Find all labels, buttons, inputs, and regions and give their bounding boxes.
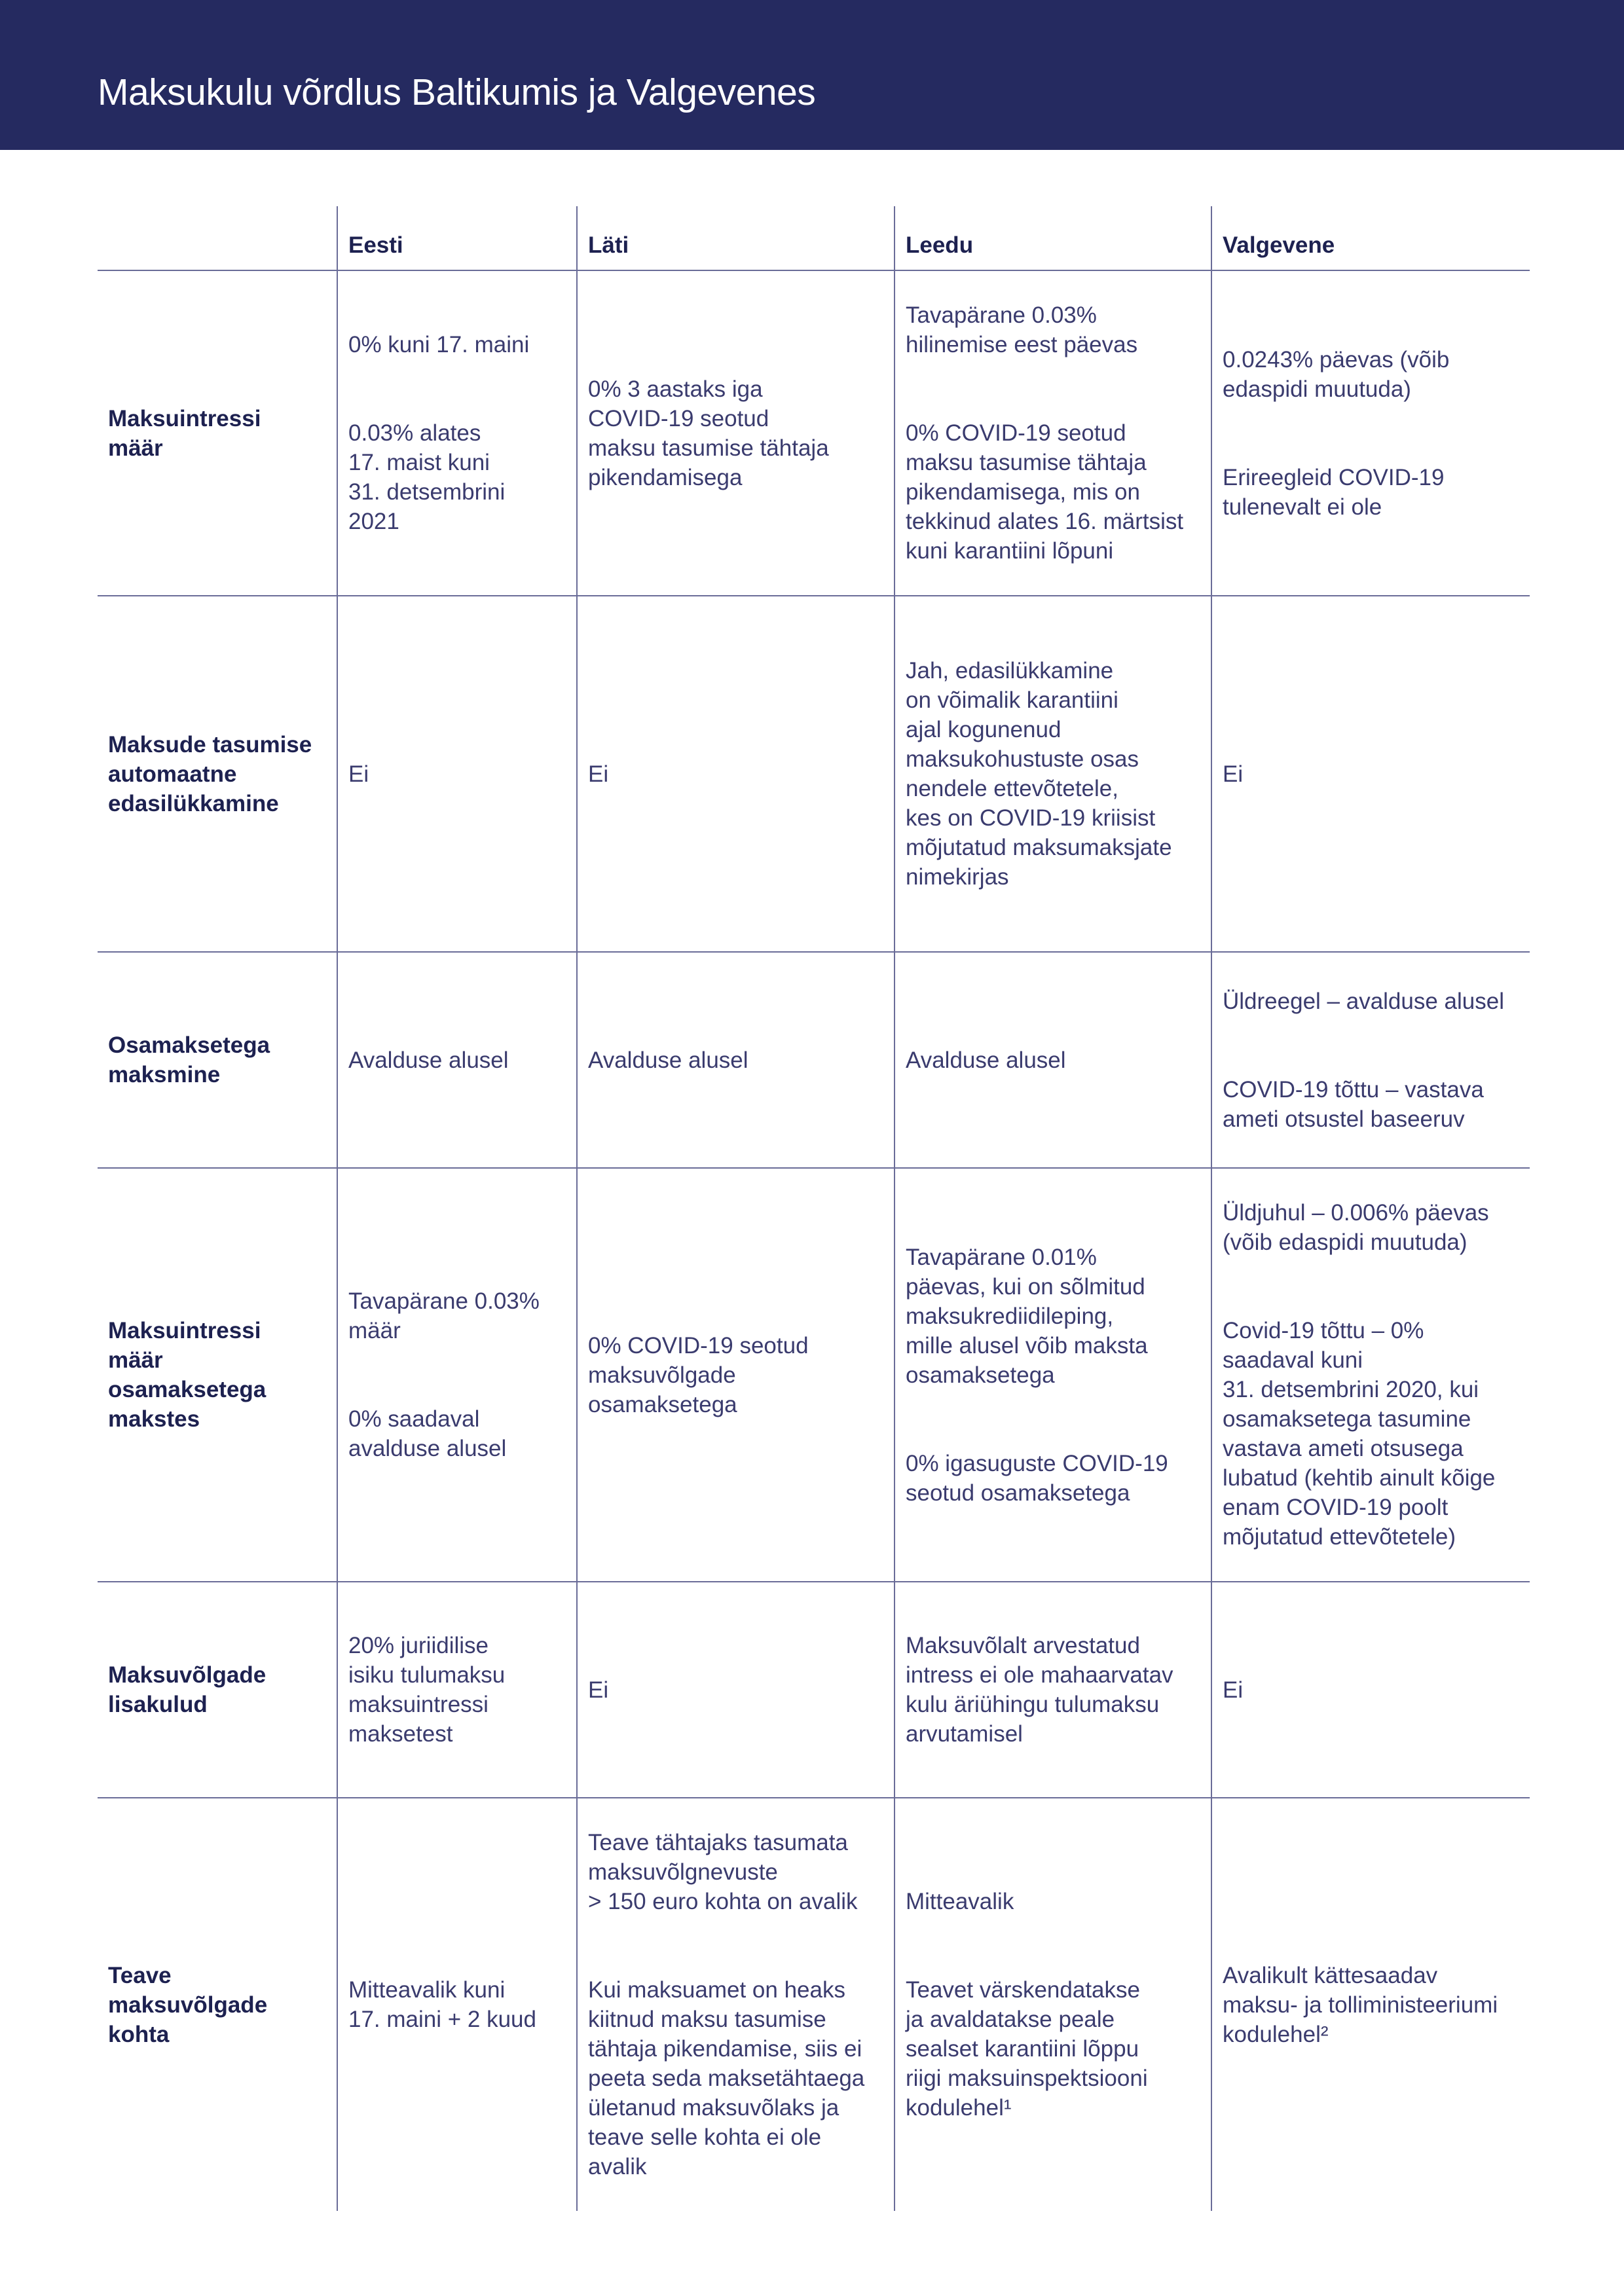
column-header-empty <box>98 206 337 270</box>
cell-paragraph: Tavapärane 0.03% hilinemise eest päevas <box>906 302 1138 357</box>
table-cell <box>895 596 1211 952</box>
cell-paragraph: Üldreegel – avalduse alusel <box>1223 988 1504 1014</box>
table-cell <box>1211 270 1530 596</box>
table-cell <box>577 270 895 596</box>
cell-paragraph: Mitteavalik kuni 17. maini + 2 kuud <box>348 1977 536 2032</box>
cell-paragraph: 0.03% alates 17. maist kuni 31. detsembrini 2021 <box>348 420 506 534</box>
cell-paragraph: Covid-19 tõttu – 0% saadaval kuni 31. detsembrini 2020, kui osamaksetega tasumine vastava ameti otsusega lubatud (kehtib ainult kõige enam COVID-19 poolt mõjutatud ettevõtetele) <box>1223 1318 1496 1550</box>
table-cell <box>577 1168 895 1582</box>
table-cell <box>337 596 577 952</box>
cell-paragraph: Kui maksuamet on heaks kiitnud maksu tasumise tähtaja pikendamise, siis ei peeta seda maksetähtaega ületanud maksuvõlaks ja teave selle kohta ei ole avalik <box>588 1977 865 2179</box>
cell-paragraph: 0% COVID-19 seotud maksuvõlgade osamaksetega <box>588 1332 809 1417</box>
table-row <box>98 1798 1530 2211</box>
cell-paragraph: 0% saadaval avalduse alusel <box>348 1406 507 1461</box>
table-cell <box>1211 1168 1530 1582</box>
cell-paragraph: Avalduse alusel <box>906 1047 1066 1073</box>
cell-paragraph: 0% igasuguste COVID-19 seotud osamaksetega <box>906 1450 1168 1506</box>
column-header-eesti: Eesti <box>337 206 577 270</box>
cell-paragraph: Avalikult kättesaadav maksu- ja tolliministeeriumi kodulehel² <box>1223 1962 1498 2047</box>
table-cell <box>577 596 895 952</box>
page-header <box>0 0 1624 150</box>
table-row <box>98 952 1530 1168</box>
table-cell <box>337 952 577 1168</box>
column-header-valgevene: Valgevene <box>1211 206 1530 270</box>
row-label: Maksuvõlgade lisakulud <box>108 1662 267 1717</box>
cell-paragraph: 20% juriidilise isiku tulumaksu maksuintressi maksetest <box>348 1633 506 1747</box>
table-cell <box>895 270 1211 596</box>
cell-paragraph: Ei <box>1223 1677 1244 1703</box>
row-label: Maksude tasumise automaatne edasilükkamine <box>108 731 312 816</box>
table-cell <box>895 1582 1211 1798</box>
table-cell <box>577 952 895 1168</box>
table-cell <box>337 1168 577 1582</box>
row-label: Maksuintressi määr osamaksetega makstes <box>108 1318 267 1432</box>
table-cell <box>895 1168 1211 1582</box>
table-cell <box>1211 952 1530 1168</box>
cell-paragraph: Maksuvõlalt arvestatud intress ei ole mahaarvatav kulu äriühingu tulumaksu arvutamisel <box>906 1633 1173 1747</box>
table-row <box>98 1168 1530 1582</box>
table-cell <box>895 1798 1211 2211</box>
table-row <box>98 270 1530 596</box>
cell-paragraph: Teavet värskendatakse ja avaldatakse peale sealset karantiini lõppu riigi maksuinspektsiooni kodulehel¹ <box>906 1977 1148 2121</box>
table-cell <box>577 1798 895 2211</box>
comparison-table <box>98 206 1530 2211</box>
table-cell <box>895 952 1211 1168</box>
table-cell <box>1211 596 1530 952</box>
cell-paragraph: 0% COVID-19 seotud maksu tasumise tähtaja pikendamisega, mis on tekkinud alates 16. märtsist kuni karantiini lõpuni <box>906 420 1184 564</box>
table-cell <box>337 1798 577 2211</box>
cell-paragraph: Ei <box>588 1677 609 1703</box>
cell-paragraph: Üldjuhul – 0.006% päevas (võib edaspidi muutuda) <box>1223 1200 1489 1255</box>
cell-paragraph: Teave tähtajaks tasumata maksuvõlgnevuste > 150 euro kohta on avalik <box>588 1830 858 1914</box>
table-cell <box>577 1582 895 1798</box>
cell-paragraph: Erireegleid COVID-19 tulenevalt ei ole <box>1223 464 1445 520</box>
cell-paragraph: 0.0243% päevas (võib edaspidi muutuda) <box>1223 346 1450 402</box>
column-header-leedu: Leedu <box>895 206 1211 270</box>
cell-paragraph: 0% 3 aastaks iga COVID-19 seotud maksu tasumise tähtaja pikendamisega <box>588 376 829 490</box>
cell-paragraph: Tavapärane 0.01% päevas, kui on sõlmitud maksukrediidileping, mille alusel võib maksta osamaksetega <box>906 1244 1148 1388</box>
cell-paragraph: Avalduse alusel <box>348 1047 509 1073</box>
table-header-row <box>98 206 1530 270</box>
cell-paragraph: 0% kuni 17. maini <box>348 332 530 357</box>
cell-paragraph: COVID-19 tõttu – vastava ameti otsustel baseeruv <box>1223 1076 1484 1132</box>
table-row <box>98 596 1530 952</box>
cell-paragraph: Tavapärane 0.03% määr <box>348 1288 540 1343</box>
column-header-lati: Läti <box>577 206 895 270</box>
row-label: Maksuintressi määr <box>108 405 261 461</box>
row-label: Teave maksuvõlgade kohta <box>108 1962 268 2047</box>
table-cell <box>1211 1582 1530 1798</box>
cell-paragraph: Ei <box>348 761 369 787</box>
table-row <box>98 1582 1530 1798</box>
cell-paragraph: Avalduse alusel <box>588 1047 748 1073</box>
table-cell <box>337 270 577 596</box>
cell-paragraph: Mitteavalik <box>906 1889 1014 1914</box>
cell-paragraph: Jah, edasilükkamine on võimalik karantiini ajal kogunenud maksukohustuste osas nendele ettevõtetele, kes on COVID-19 kriisist mõjutatud maksumaksjate nimekirjas <box>906 658 1172 890</box>
page-title: Maksukulu võrdlus Baltikumis ja Valgevenes <box>98 71 816 113</box>
table-cell <box>1211 1798 1530 2211</box>
row-label: Osamaksetega maksmine <box>108 1032 270 1087</box>
cell-paragraph: Ei <box>1223 761 1244 787</box>
cell-paragraph: Ei <box>588 761 609 787</box>
table-cell <box>337 1582 577 1798</box>
